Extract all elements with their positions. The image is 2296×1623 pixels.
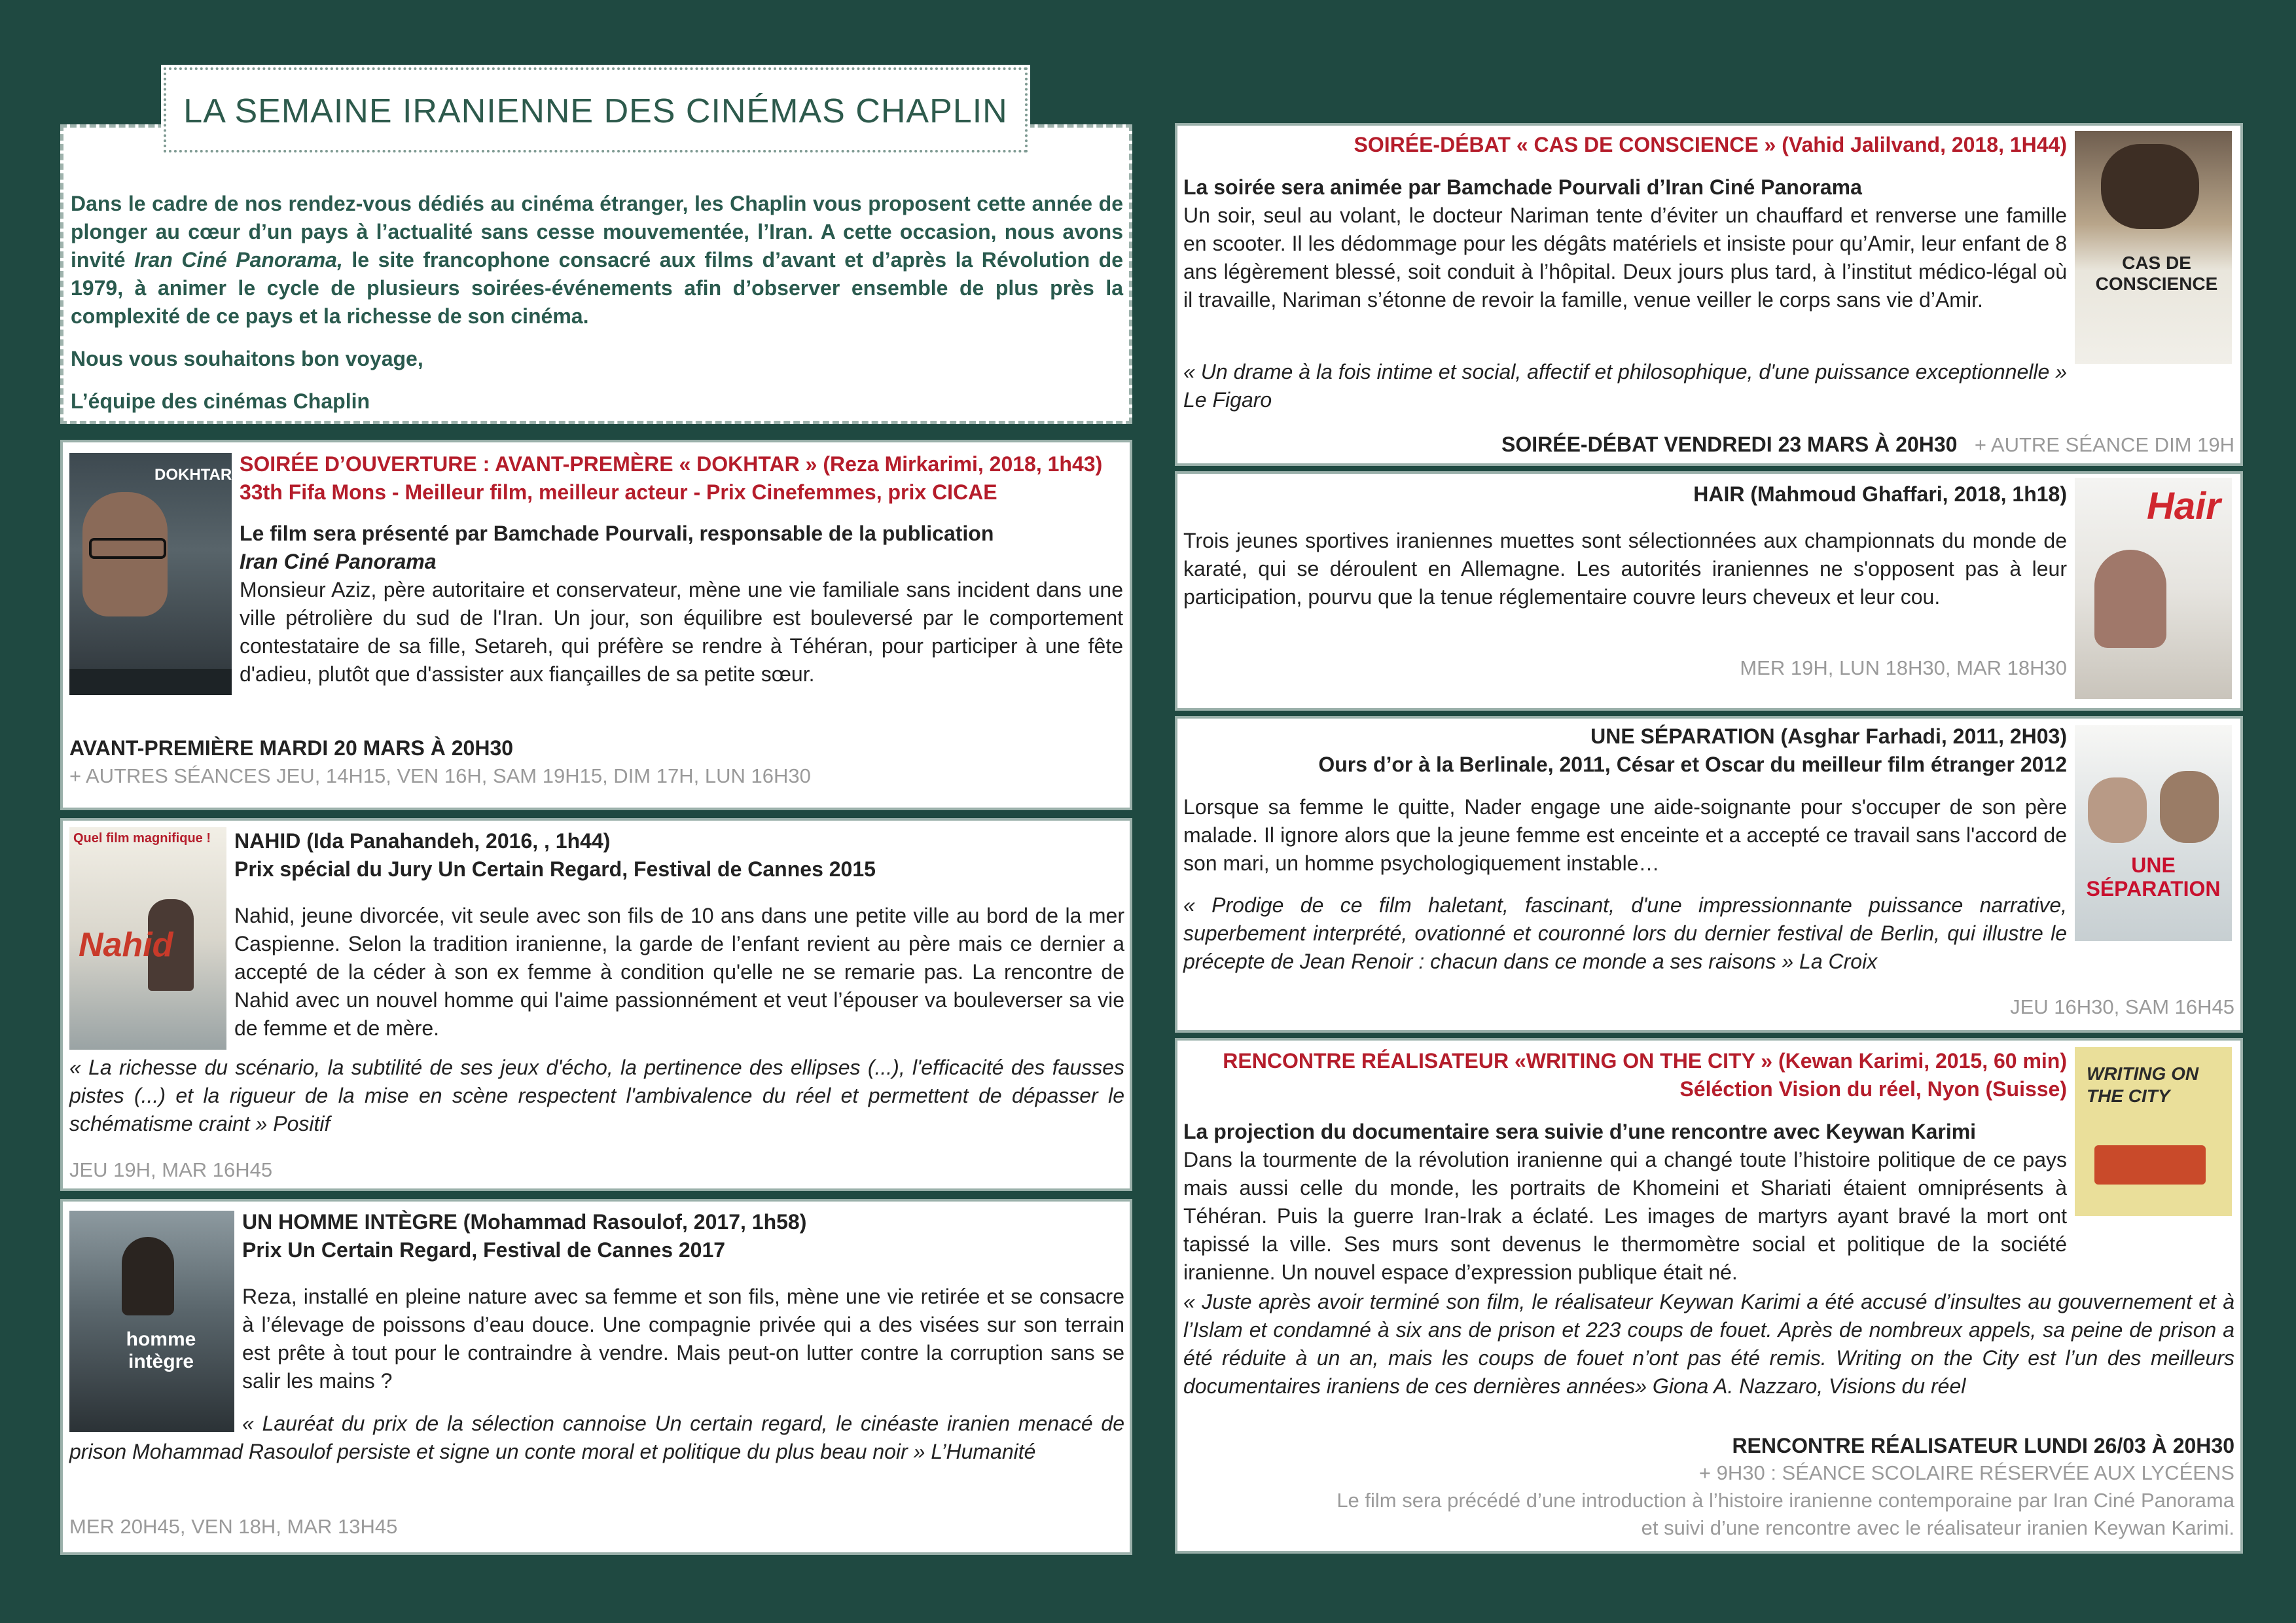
event-note: Le film sera précédé d’une introduction à l’histoire iranienne contemporaine par Iran Ciné Panorama — [1336, 1489, 2234, 1512]
poster-glasses — [89, 538, 166, 559]
poster-title: Hair — [2147, 485, 2221, 527]
poster-figure — [2160, 771, 2219, 843]
poster-nahid — [69, 827, 226, 1050]
event-note: et suivi d’une rencontre avec le réalisateur iranien Keywan Karimi. — [1641, 1516, 2234, 1539]
film-award: Prix spécial du Jury Un Certain Regard, Festival de Cannes 2015 — [234, 857, 876, 881]
press-quote: « Prodige de ce film haletant, fascinant, d'une impressionnante puissance narrative, superbement interprété, ovationné et couronné lors du dernier festival de Berlin, qui illustre le précepte de Jean Renoir : chacun dans ce monde a ses raisons » La Croix — [1183, 893, 2067, 973]
session-times: MER 19H, LUN 18H30, MAR 18H30 — [1740, 656, 2067, 679]
film-synopsis: Reza, installé en pleine nature avec sa femme et son fils, mène une vie retirée et se consacre à l’élevage de poissons d’eau douce. Une compagnie privée qui a des visées sur son terrain est prête à tout pour le contraindre à vendre. Mais peut-on lutter contre la corruption sans se salir les mains ? — [242, 1285, 1124, 1393]
intro-greeting: Nous vous souhaitons bon voyage, — [71, 347, 423, 370]
poster-conscience — [2075, 131, 2232, 364]
poster-face — [2101, 144, 2199, 229]
poster-figure — [2094, 550, 2166, 648]
event-line: SOIRÉE-DÉBAT VENDREDI 23 MARS À 20H30 — [1501, 433, 1958, 456]
event-line: RENCONTRE RÉALISATEUR LUNDI 26/03 À 20H30 — [1732, 1434, 2234, 1457]
press-quote: « Un drame à la fois intime et social, affectif et philosophique, d'une puissance exceptionnelle » Le Figaro — [1183, 360, 2067, 412]
session-times: + AUTRE SÉANCE DIM 19H — [1974, 433, 2234, 456]
poster-art — [2094, 1145, 2206, 1185]
film-synopsis: Lorsque sa femme le quitte, Nader engage une aide-soignante pour s'occuper de son père malade. Il ignore alors que la jeune femme est enceinte et a accepté ce travail sans l'accord de son mari, un homme psychologiquement instable… — [1183, 795, 2067, 875]
film-presenter-org: Iran Ciné Panorama — [240, 550, 437, 573]
film-award: Ours d’or à la Berlinale, 2011, César et Oscar du meilleur film étranger 2012 — [1318, 753, 2067, 776]
film-header-separation — [1183, 722, 2067, 878]
poster-title: WRITING ON THE CITY — [2087, 1063, 2199, 1106]
film-award: Prix Un Certain Regard, Festival de Cannes 2017 — [242, 1238, 726, 1262]
intro-paragraph — [71, 190, 1123, 330]
film-presenter: La soirée sera animée par Bamchade Pourvali d’Iran Ciné Panorama — [1183, 175, 1862, 199]
film-header-hair — [1183, 480, 2067, 611]
press-quote: « La richesse du scénario, la subtilité de ses jeux d'écho, la pertinence des ellipses (...), l'efficacité des fausses pistes (...) et la rigueur de la mise en scène respectent l'ambivalence du réel et permettent de dépasser le schématisme craint » Positif — [69, 1056, 1124, 1135]
poster-headline: Quel film magnifique ! — [73, 831, 211, 846]
film-header-homme — [242, 1208, 1124, 1395]
poster-title: homme intègre — [126, 1329, 196, 1372]
poster-title: Nahid — [79, 926, 173, 964]
film-header-writing — [1183, 1047, 2067, 1287]
film-header-conscience — [1183, 131, 2067, 314]
poster-hair — [2075, 478, 2232, 699]
film-synopsis: Trois jeunes sportives iraniennes muettes sont sélectionnées aux championnats du monde de karaté, qui se déroulent en Allemagne. Les autorités iraniennes ne s'opposent pas à leur participation, pourvu que la tenue réglementaire couvre leurs cheveux et leur cou. — [1183, 529, 2067, 609]
poster-writing — [2075, 1047, 2232, 1216]
film-header-dokhtar — [240, 450, 1123, 688]
session-times: JEU 16H30, SAM 16H45 — [2010, 995, 2234, 1018]
film-title: UN HOMME INTÈGRE (Mohammad Rasoulof, 2017, 1h58) — [242, 1210, 807, 1234]
film-award: 33th Fifa Mons - Meilleur film, meilleur acteur - Prix Cinefemmes, prix CICAE — [240, 480, 997, 504]
session-times: MER 20H45, VEN 18H, MAR 13H45 — [69, 1515, 398, 1538]
film-title: SOIRÉE-DÉBAT « CAS DE CONSCIENCE » (Vahid Jalilvand, 2018, 1H44) — [1354, 133, 2067, 156]
poster-figure — [2088, 777, 2147, 843]
poster-separation — [2075, 725, 2232, 941]
page-title: LA SEMAINE IRANIENNE DES CINÉMAS CHAPLIN — [183, 92, 1008, 130]
intro-site-name: Iran Ciné Panorama, — [134, 248, 343, 272]
school-session: + 9H30 : SÉANCE SCOLAIRE RÉSERVÉE AUX LYCÉENS — [1698, 1461, 2234, 1484]
film-title: RENCONTRE RÉALISATEUR «WRITING ON THE CITY » (Kewan Karimi, 2015, 60 min) — [1223, 1049, 2067, 1073]
film-synopsis: Nahid, jeune divorcée, vit seule avec son fils de 10 ans dans une petite ville au bord de la mer Caspienne. Selon la tradition iranienne, la garde de l’enfant revient au père mais ce dernier a accepté de la céder à son ex femme à condition qu'elle ne se remarie pas. La rencontre de Nahid avec un nouvel homme qui l'aime passionnément et veut l’épouser va bouleverser sa vie de femme et de mère. — [234, 904, 1124, 1040]
event-line: AVANT-PREMIÈRE MARDI 20 MARS À 20H30 — [69, 736, 514, 760]
film-title: NAHID (Ida Panahandeh, 2016, , 1h44) — [234, 829, 611, 853]
intro-signature: L’équipe des cinémas Chaplin — [71, 389, 370, 413]
poster-figure — [122, 1237, 174, 1315]
poster-homme — [69, 1211, 234, 1432]
poster-laurels — [69, 669, 232, 695]
film-title: HAIR (Mahmoud Ghaffari, 2018, 1h18) — [1693, 482, 2067, 506]
intro-part: Dans le cadre de nos rendez-vous dédiés au cinéma étranger, les Chaplin vous proposent cette année de plonger au cœur d’un pays à l’actualité sans cesse mouvementée, l’Iran. A cette occasion, nous avons invité — [71, 192, 1123, 272]
film-synopsis: Monsieur Aziz, père autoritaire et conservateur, mène une vie familiale sans incident dans une ville pétrolière du sud de l'Iran. Un jour, son équilibre est bouleversé par le comportement contestataire de sa fille, Setareh, qui préfère se rendre à Téhéran, pour participer à une fête d'adieu, plutôt que d'assister aux fiançailles de sa petite sœur. — [240, 578, 1123, 686]
film-header-nahid — [234, 827, 1124, 1043]
film-synopsis: Un soir, seul au volant, le docteur Nariman tente d’éviter un chauffard et renverse une famille en scooter. Il les dédommage pour les dégâts matériels et insiste pour qu’Amir, leur enfant de 8 ans légèrement blessé, soit conduit à l’hôpital. Deux jours plus tard, à l’institut médico-légal où il travaille, Nariman s’étonne de revoir la famille, venue veiller le corps sans vie d’Amir. — [1183, 204, 2067, 312]
event-row-conscience — [1183, 431, 2234, 459]
poster-title: CAS DE CONSCIENCE — [2095, 253, 2218, 294]
poster-title: UNE SÉPARATION — [2086, 853, 2221, 901]
intro-text — [71, 190, 1123, 416]
film-presenter: Le film sera présenté par Bamchade Pourvali, responsable de la publication — [240, 522, 994, 545]
film-title: UNE SÉPARATION (Asghar Farhadi, 2011, 2H03) — [1590, 724, 2067, 748]
film-presenter: La projection du documentaire sera suivie d’une rencontre avec Keywan Karimi — [1183, 1120, 1977, 1143]
poster-title: DOKHTAR — [154, 466, 232, 484]
film-award: Séléction Vision du réel, Nyon (Suisse) — [1679, 1077, 2067, 1101]
session-times: JEU 19H, MAR 16H45 — [69, 1158, 273, 1181]
press-quote: « Juste après avoir terminé son film, le réalisateur Keywan Karimi a été accusé d’insultes au gouvernement et à l’Islam et condamné à six ans de prison et 223 coups de fouet. Après de nombreux appels, sa peine de prison a été réduite à un an, mais les coups de fouet n’ont pas été remis. Writing on the City est l’un des meilleurs documentaires iraniens de ces dernières années» Giona A. Nazzaro, Visions du réel — [1183, 1290, 2234, 1398]
press-quote: « Lauréat du prix de la sélection cannoise Un certain regard, le cinéaste iranien menacé de prison Mohammad Rasoulof persiste et signe un conte moral et politique du plus beau noir » L’Humanité — [69, 1412, 1124, 1463]
title-banner — [164, 67, 1028, 152]
session-times: + AUTRES SÉANCES JEU, 14H15, VEN 16H, SAM 19H15, DIM 17H, LUN 16H30 — [69, 764, 811, 787]
poster-dokhtar — [69, 453, 232, 695]
film-title: SOIRÉE D’OUVERTURE : AVANT-PREMÈRE « DOKHTAR » (Reza Mirkarimi, 2018, 1h43) — [240, 452, 1103, 476]
film-synopsis: Dans la tourmente de la révolution iranienne qui a changé toute l’histoire politique de ce pays mais aussi celle du monde, les portraits de Khomeini et Shariati étaient omniprésents à Téhéran. Puis la guerre Iran-Irak a éclaté. Les images de martyrs ayant bravé la mort ont tapissé la ville. Ses murs sont devenus le thermomètre social et politique de la société iranienne. Un nouvel espace d’expression publique était né. — [1183, 1148, 2067, 1284]
intro-part: le site francophone consacré aux films d’avant et d’après la Révolution de 1979, à animer le cycle de plusieurs soirées-événements afin d’observer ensemble de plus près la complexité de ce pays et la richesse de son cinéma. — [71, 248, 1124, 328]
